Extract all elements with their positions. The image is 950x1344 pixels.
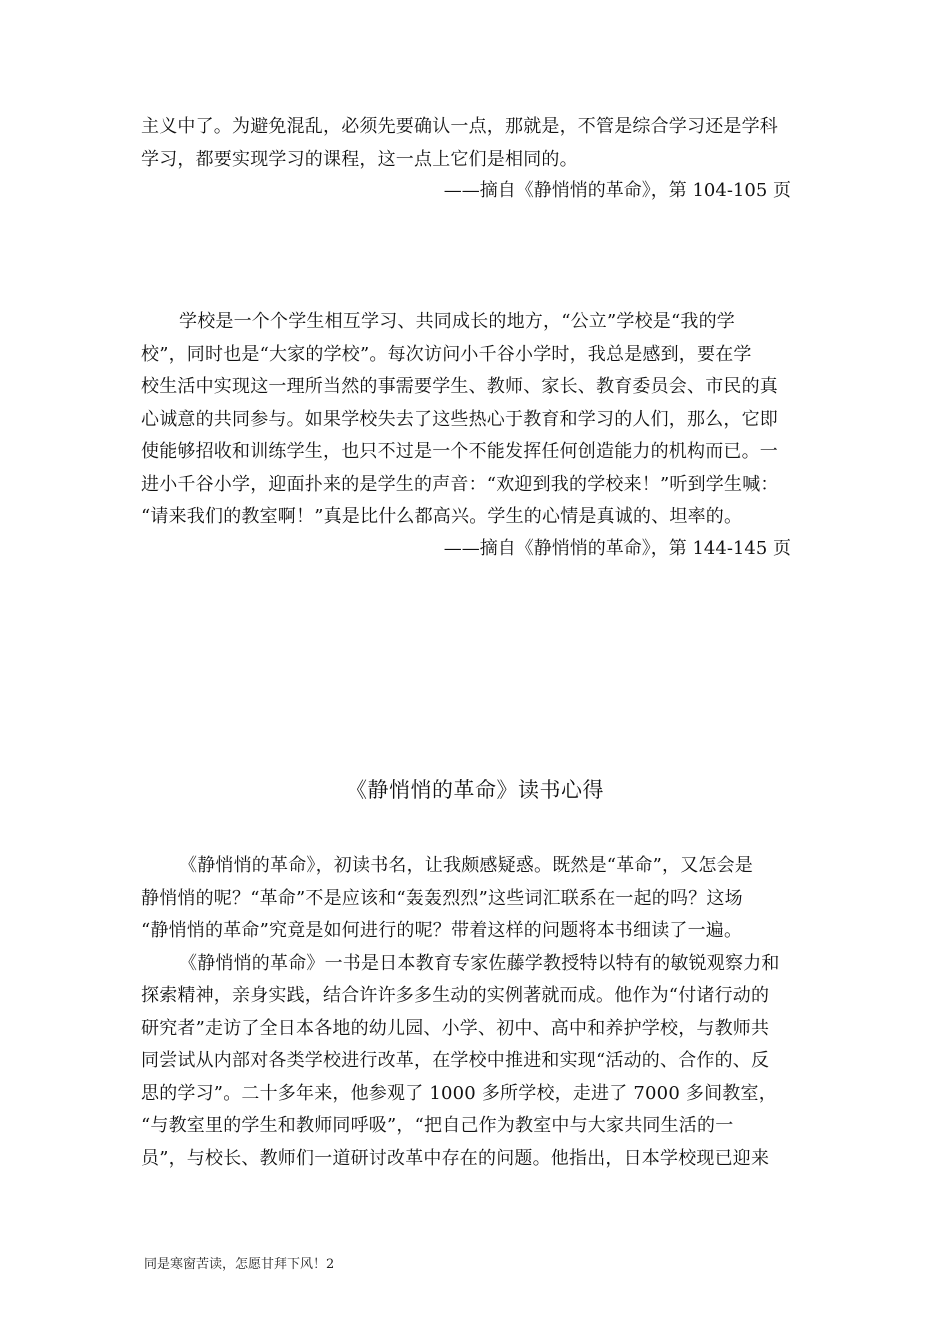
excerpt-2-line: 学校是一个个学生相互学习、共同成长的地方，“公立”学校是“我的学 xyxy=(179,311,736,332)
essay-line: 员”，与校长、教师们一道研讨改革中存在的问题。他指出，日本学校现已迎来 xyxy=(141,1147,770,1169)
excerpt-2-line: 校生活中实现这一理所当然的事需要学生、教师、家长、教育委员会、市民的真 xyxy=(141,376,778,397)
essay-line: “静悄悄的革命”究竟是如何进行的呢？带着这样的问题将本书细读了一遍。 xyxy=(141,920,743,941)
excerpt-block-1 xyxy=(141,111,821,206)
essay-line: “与教室里的学生和教师同呼吸”，“把自己作为教室中与大家共同生活的一 xyxy=(141,1115,734,1136)
excerpt-1-line: 主义中了。为避免混乱，必须先要确认一点，那就是，不管是综合学习还是学科 xyxy=(141,116,778,137)
essay-title: 《静悄悄的革命》读书心得 xyxy=(346,778,604,802)
essay-line: 同尝试从内部对各类学校进行改革，在学校中推进和实现“活动的、合作的、反 xyxy=(141,1050,770,1071)
essay-line: 思的学习”。二十多年来，他参观了 1000 多所学校，走进了 7000 多间教室， xyxy=(141,1082,777,1104)
essay-line: 《静悄悄的革命》，初读书名，让我颇感疑惑。既然是“革命”，又怎会是 xyxy=(179,855,754,876)
essay-line: 研究者”走访了全日本各地的幼儿园、小学、初中、高中和养护学校，与教师共 xyxy=(141,1017,770,1039)
excerpt-block-2 xyxy=(141,306,821,564)
excerpt-1-line: 学习，都要实现学习的课程，这一点上它们是相同的。 xyxy=(141,148,578,170)
excerpt-2-line: 进小千谷小学，迎面扑来的是学生的声音：“欢迎到我的学校来！”听到学生喊： xyxy=(141,473,779,495)
page-footer: 同是寒窗苦读，怎愿甘拜下风！2 xyxy=(144,1257,335,1272)
essay-line: 静悄悄的呢？“革命”不是应该和“轰轰烈烈”这些词汇联系在一起的吗？这场 xyxy=(141,887,743,909)
essay-line: 《静悄悄的革命》一书是日本教育专家佐藤学教授特以特有的敏锐观察力和 xyxy=(179,952,780,974)
excerpt-2-line: 心诚意的共同参与。如果学校失去了这些热心于教育和学习的人们，那么，它即 xyxy=(141,408,778,430)
essay-body xyxy=(141,850,821,1175)
excerpt-2-line: 校”，同时也是“大家的学校”。每次访问小千谷小学时，我总是感到，要在学 xyxy=(141,343,752,365)
excerpt-2-line: 使能够招收和训练学生，也只不过是一个不能发挥任何创造能力的机构而已。一 xyxy=(141,441,778,462)
excerpt-1-attribution: ——摘自《静悄悄的革命》，第 104-105 页 xyxy=(443,180,791,201)
excerpt-2-line: “请来我们的教室啊！”真是比什么都高兴。学生的心情是真诚的、坦率的。 xyxy=(141,506,743,527)
excerpt-2-attribution: ——摘自《静悄悄的革命》，第 144-145 页 xyxy=(443,537,791,559)
essay-line: 探索精神，亲身实践，结合许许多多生动的实例著就而成。他作为“付诸行动的 xyxy=(141,985,770,1006)
